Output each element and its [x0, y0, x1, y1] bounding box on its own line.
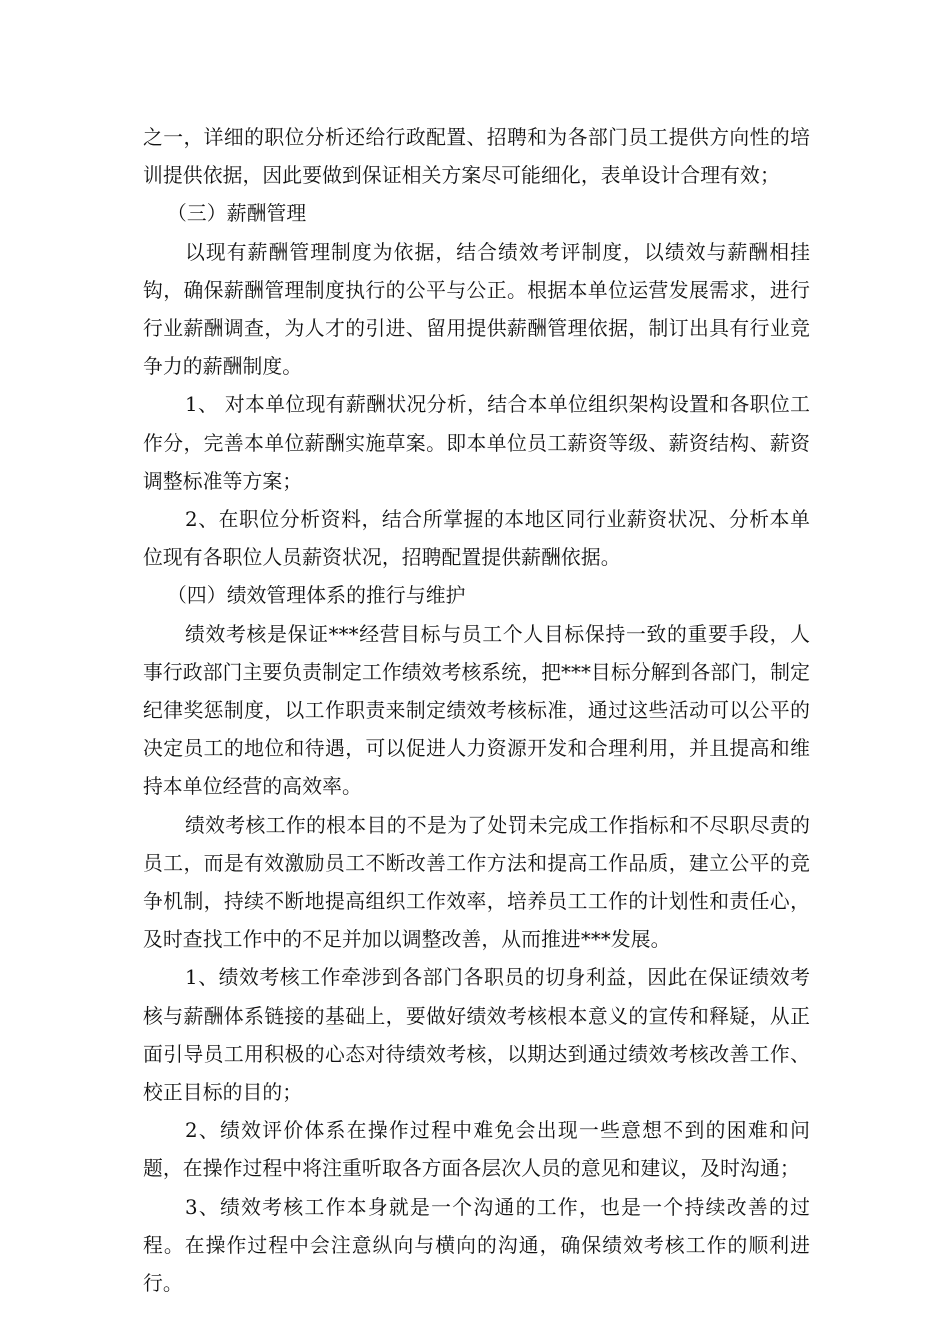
- paragraph-salary-item-1: 1、 对本单位现有薪酬状况分析，结合本单位组织架构设置和各职位工作分，完善本单位薪酬实施草案。即本单位员工薪资等级、薪资结构、薪资调整标准等方案；: [143, 393, 810, 493]
- paragraph-performance-purpose: 绩效考核工作的根本目的不是为了处罚未完成工作指标和不尽职尽责的员工，而是有效激励员工不断改善工作方法和提高工作品质，建立公平的竞争机制，持续不断地提高组织工作效率，培养员工工作的计划性和责任心，及时查找工作中的不足并加以调整改善，从而推进***发展。: [143, 813, 810, 952]
- paragraph-salary-item-2: 2、在职位分析资料，结合所掌握的本地区同行业薪资状况、分析本单位现有各职位人员薪资状况，招聘配置提供薪酬依据。: [143, 508, 810, 570]
- paragraph-performance-item-2: 2、绩效评价体系在操作过程中难免会出现一些意想不到的困难和问题，在操作过程中将注重听取各方面各层次人员的意见和建议，及时沟通；: [143, 1119, 810, 1181]
- section-heading-performance: （四）绩效管理体系的推行与维护: [167, 584, 466, 608]
- paragraph-salary-overview: 以现有薪酬管理制度为依据，结合绩效考评制度，以绩效与薪酬相挂钩，确保薪酬管理制度执行的公平与公正。根据本单位运营发展需求，进行行业薪酬调查，为人才的引进、留用提供薪酬管理依据，制订出具有行业竞争力的薪酬制度。: [143, 240, 810, 379]
- document-body: [143, 119, 810, 1303]
- paragraph-performance-item-1: 1、绩效考核工作牵涉到各部门各职员的切身利益，因此在保证绩效考核与薪酬体系链接的基础上，要做好绩效考核根本意义的宣传和释疑，从正面引导员工用积极的心态对待绩效考核，以期达到通过绩效考核改善工作、校正目标的目的；: [143, 966, 810, 1105]
- section-heading-salary: （三）薪酬管理: [167, 202, 307, 226]
- paragraph-performance-item-3: 3、绩效考核工作本身就是一个沟通的工作，也是一个持续改善的过程。在操作过程中会注意纵向与横向的沟通，确保绩效考核工作的顺利进行。: [143, 1195, 810, 1296]
- paragraph-performance-overview: 绩效考核是保证***经营目标与员工个人目标保持一致的重要手段，人事行政部门主要负责制定工作绩效考核系统，把***目标分解到各部门，制定纪律奖惩制度，以工作职责来制定绩效考核标准，通过这些活动可以公平的决定员工的地位和待遇，可以促进人力资源开发和合理利用，并且提高和维持本单位经营的高效率。: [143, 622, 810, 799]
- paragraph-continuation: 之一，详细的职位分析还给行政配置、招聘和为各部门员工提供方向性的培训提供依据，因此要做到保证相关方案尽可能细化，表单设计合理有效；: [143, 126, 810, 188]
